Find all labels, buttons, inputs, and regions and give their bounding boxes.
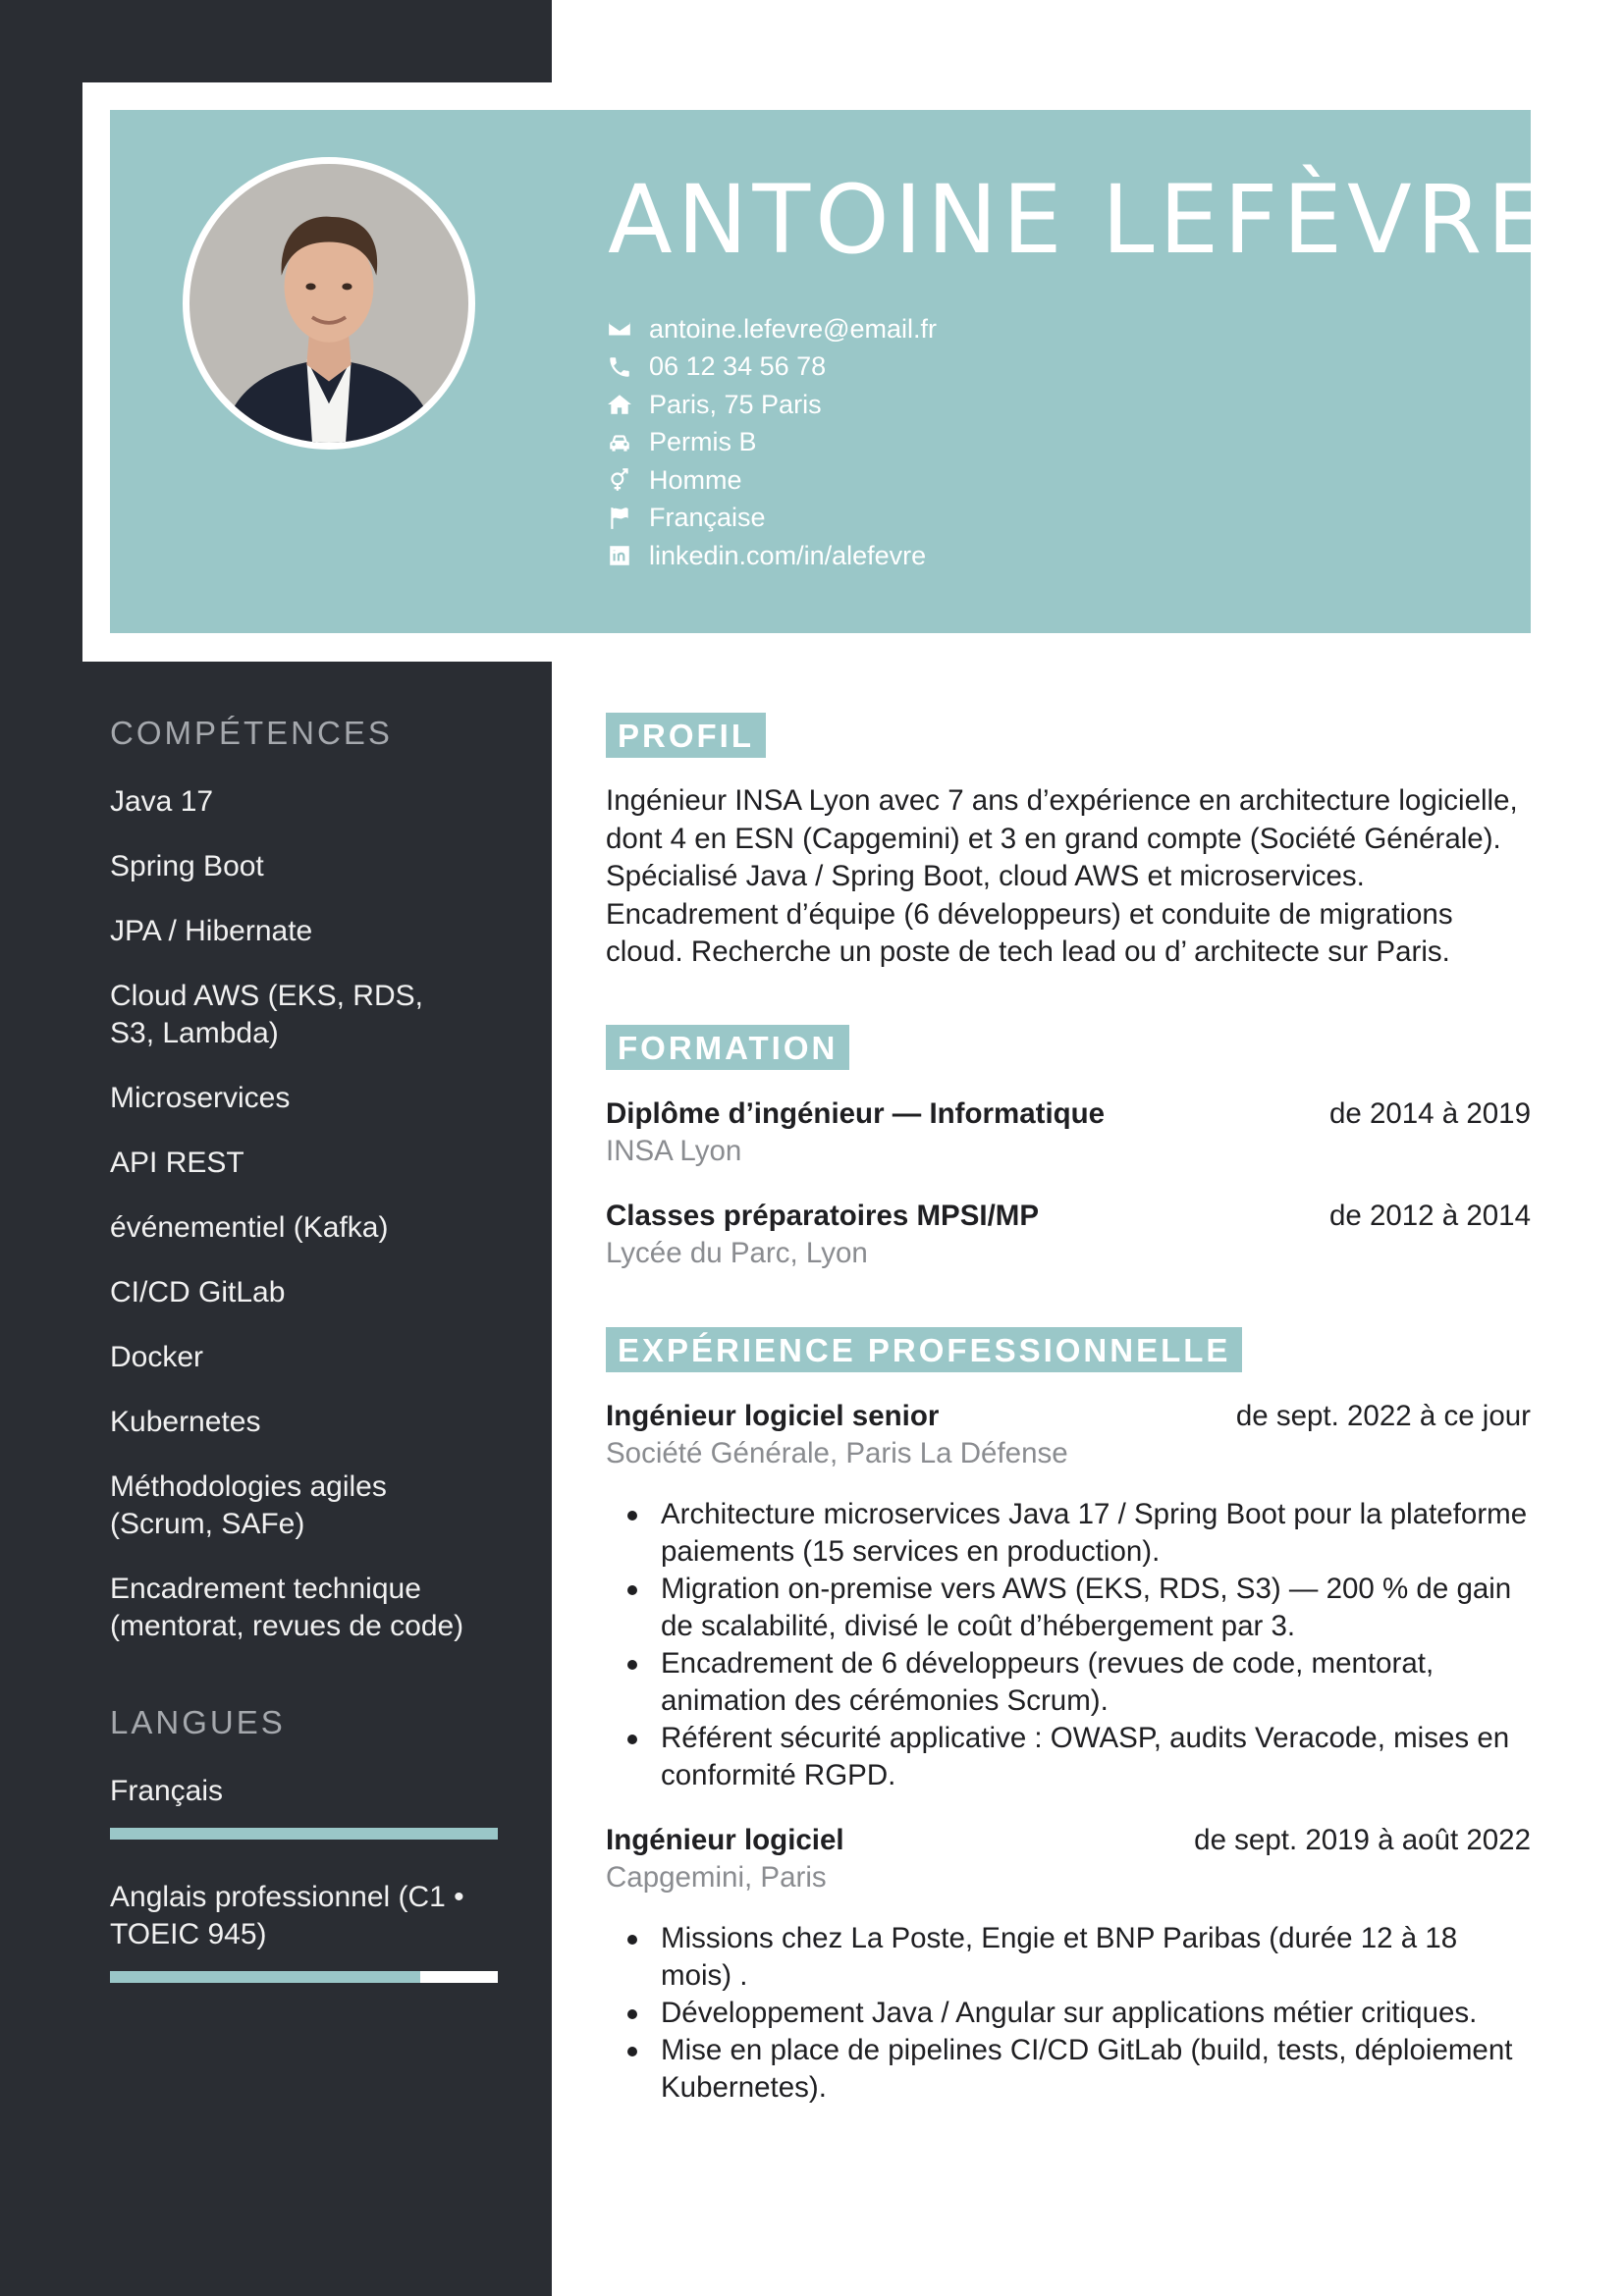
- achievement-list: [606, 1496, 1531, 1794]
- phone-icon: [606, 353, 633, 381]
- languages-section: [110, 1704, 498, 2022]
- car-icon: [606, 429, 633, 456]
- profile-text: Ingénieur INSA Lyon avec 7 ans d’expérience en architecture logicielle, dont 4 en ESN (Capgemini) et 3 en grand compte (Société Générale). Spécialisé Java / Spring Boot, cloud AWS et microservices. Encadrement d’équipe (6 développeurs) et conduite de migrations cloud. Recherche un poste de tech lead ou d’ architecte sur Paris.: [606, 784, 1518, 968]
- contact-email: antoine.lefevre@email.fr: [606, 310, 937, 348]
- entry-date: de 2012 à 2014: [1328, 1199, 1531, 1232]
- languages-title: LANGUES: [110, 1704, 286, 1740]
- language-label: Anglais professionnel (C1 • TOEIC 945): [110, 1881, 464, 1950]
- main-content: [606, 713, 1531, 2107]
- language-level-bar: [110, 1971, 498, 1983]
- profile-heading: PROFIL: [606, 713, 766, 758]
- skill-item: événementiel (Kafka): [110, 1211, 389, 1244]
- skills-title: COMPÉTENCES: [110, 715, 393, 751]
- language-level-fill: [110, 1828, 498, 1840]
- language-label: Français: [110, 1775, 224, 1807]
- entry-organization: Société Générale, Paris La Défense: [606, 1436, 1068, 1469]
- skill-item: Encadrement technique (mentorat, revues de code): [110, 1573, 464, 1642]
- experience-entry: [606, 1822, 1531, 2107]
- contact-phone: 06 12 34 56 78: [606, 348, 937, 387]
- achievement-item: Migration on-premise vers AWS (EKS, RDS, S3) — 200 % de gain de scalabilité, divisé le coût d’hébergement par 3.: [606, 1571, 1531, 1645]
- contact-gender: Homme: [606, 461, 937, 500]
- skill-item: Microservices: [110, 1082, 291, 1114]
- language-item: [110, 1773, 498, 1840]
- entry-title: Diplôme d’ingénieur — Informatique: [606, 1096, 1106, 1130]
- entry-organization: Lycée du Parc, Lyon: [606, 1236, 868, 1269]
- contact-address: Paris, 75 Paris: [606, 386, 937, 424]
- achievement-item: Développement Java / Angular sur applications métier critiques.: [606, 1995, 1531, 2032]
- skill-item: Cloud AWS (EKS, RDS, S3, Lambda): [110, 980, 423, 1049]
- achievement-item: Architecture microservices Java 17 / Spring Boot pour la plateforme paiements (15 services en production).: [606, 1496, 1531, 1571]
- achievement-item: Référent sécurité applicative : OWASP, audits Veracode, mises en conformité RGPD.: [606, 1720, 1531, 1794]
- achievement-item: Encadrement de 6 développeurs (revues de code, mentorat, animation des cérémonies Scrum).: [606, 1645, 1531, 1720]
- skill-item: JPA / Hibernate: [110, 915, 313, 947]
- skill-item: Docker: [110, 1341, 204, 1373]
- achievement-list: [606, 1920, 1531, 2107]
- profile-photo: [183, 157, 475, 450]
- achievement-item: Missions chez La Poste, Engie et BNP Paribas (durée 12 à 18 mois) .: [606, 1920, 1531, 1995]
- profile-section: [606, 713, 1531, 972]
- language-item: [110, 1879, 498, 1983]
- entry-title: Ingénieur logiciel senior: [606, 1399, 940, 1432]
- skill-item: Kubernetes: [110, 1406, 261, 1438]
- experience-heading: EXPÉRIENCE PROFESSIONNELLE: [606, 1327, 1242, 1372]
- entry-title: Ingénieur logiciel: [606, 1823, 844, 1856]
- linkedin-icon: [606, 542, 633, 569]
- skill-item: CI/CD GitLab: [110, 1276, 286, 1308]
- portrait-image: [189, 164, 468, 443]
- contact-linkedin: linkedin.com/in/alefevre: [606, 537, 937, 575]
- achievement-item: Mise en place de pipelines CI/CD GitLab (build, tests, déploiement Kubernetes).: [606, 2032, 1531, 2107]
- entry-title: Classes préparatoires MPSI/MP: [606, 1199, 1040, 1232]
- flag-icon: [606, 505, 633, 532]
- home-icon: [606, 391, 633, 418]
- education-entry: [606, 1198, 1531, 1272]
- contact-license: Permis B: [606, 424, 937, 462]
- education-entry: [606, 1095, 1531, 1170]
- skill-item: API REST: [110, 1147, 244, 1179]
- gender-icon: [606, 466, 633, 494]
- skill-item: Spring Boot: [110, 850, 264, 882]
- skills-list: [110, 783, 503, 1645]
- skills-section: [110, 715, 503, 1673]
- skill-item: Java 17: [110, 785, 214, 818]
- skill-item: Méthodologies agiles (Scrum, SAFe): [110, 1470, 387, 1540]
- envelope-icon: [606, 315, 633, 343]
- education-section: [606, 1025, 1531, 1272]
- language-level-fill: [110, 1971, 420, 1983]
- entry-date: de 2014 à 2019: [1328, 1096, 1531, 1130]
- experience-section: [606, 1327, 1531, 2107]
- entry-organization: INSA Lyon: [606, 1134, 742, 1167]
- language-level-bar: [110, 1828, 498, 1840]
- experience-entry: [606, 1398, 1531, 1794]
- entry-date: de sept. 2019 à août 2022: [1194, 1823, 1531, 1856]
- education-heading: FORMATION: [606, 1025, 849, 1070]
- entry-organization: Capgemini, Paris: [606, 1860, 827, 1894]
- entry-date: de sept. 2022 à ce jour: [1235, 1399, 1531, 1432]
- candidate-name: ANTOINE LEFÈVRE: [608, 165, 1552, 275]
- contact-nationality: Française: [606, 500, 937, 538]
- contact-list: [606, 310, 937, 575]
